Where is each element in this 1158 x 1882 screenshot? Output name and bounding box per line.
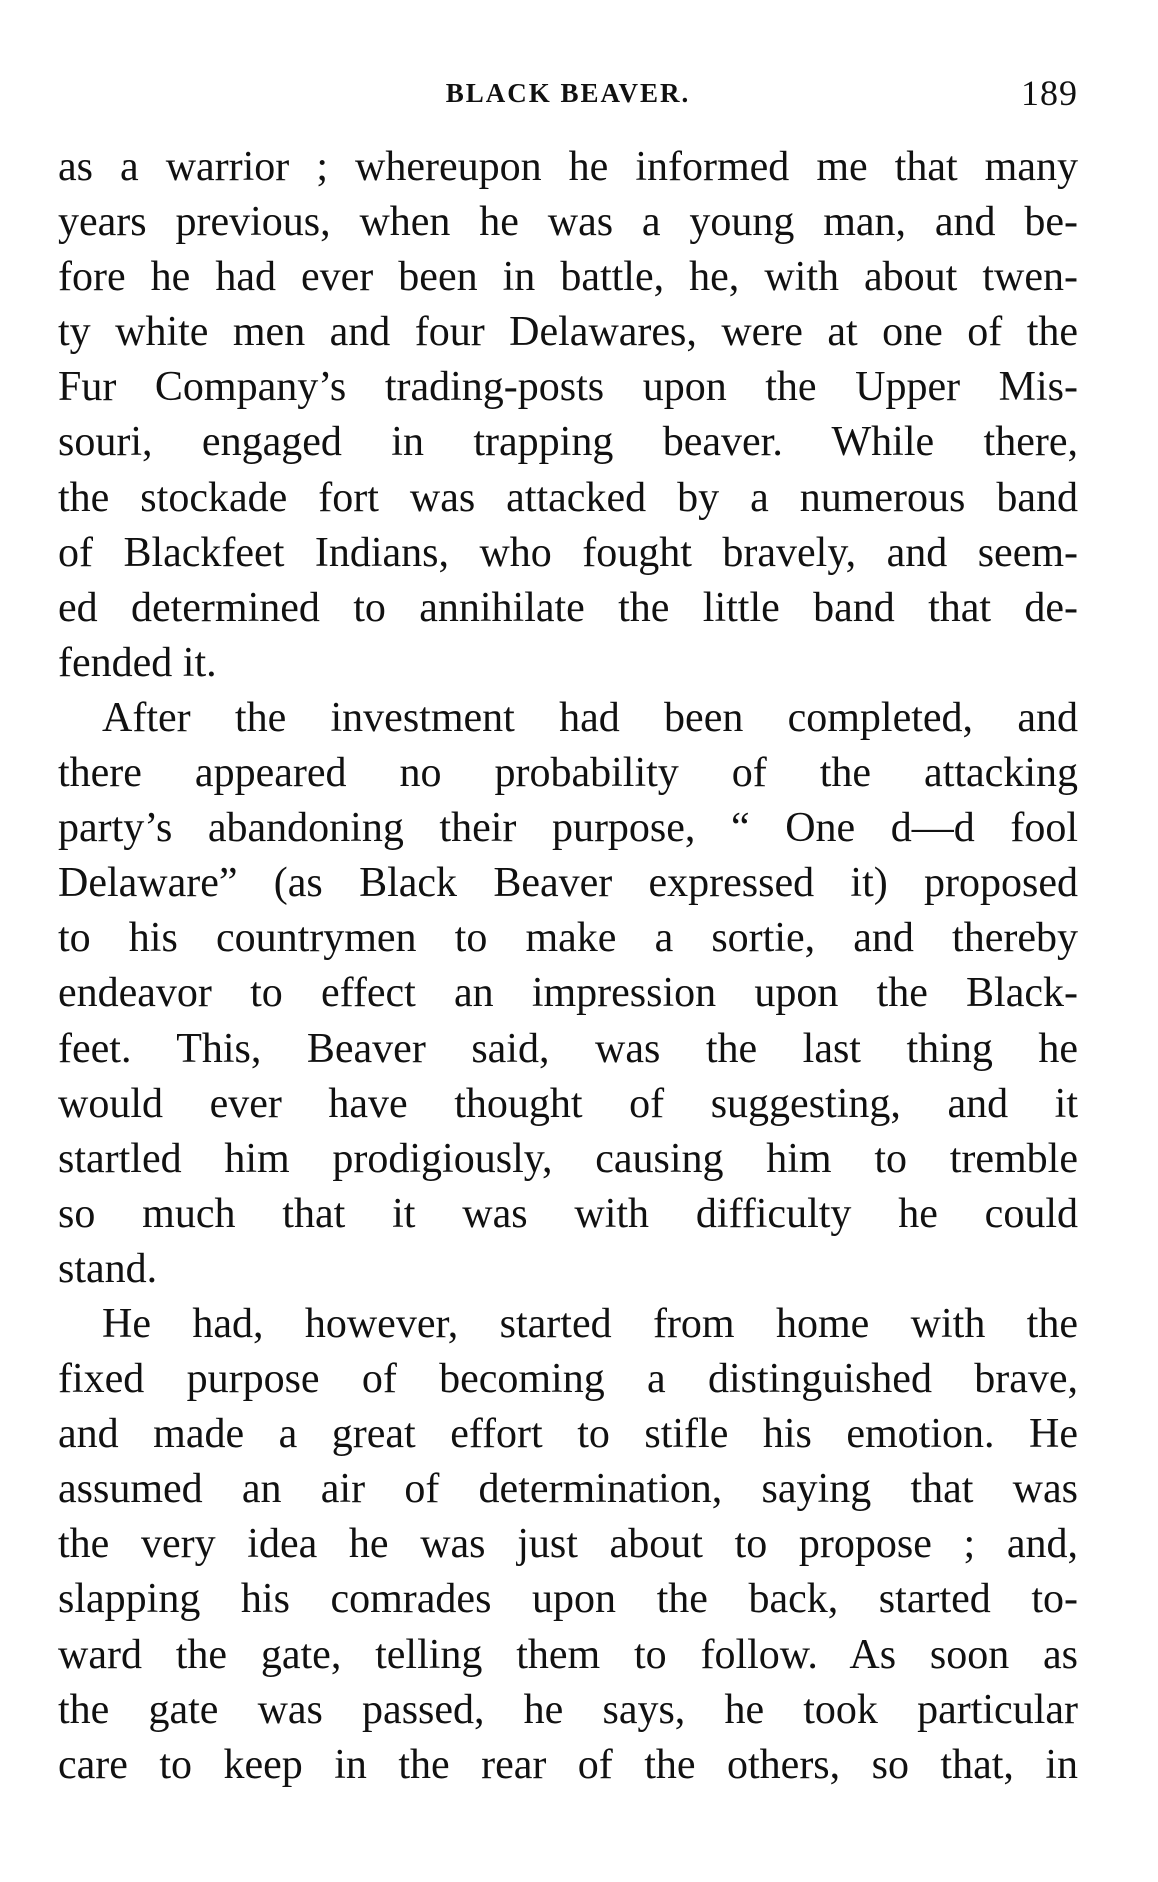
text-line: as a warrior ; whereupon he informed me that many	[58, 144, 1078, 190]
text-line: so much that it was with difficulty he could	[58, 1190, 1078, 1237]
text-line: party’s abandoning their purpose, “ One d—d fool	[58, 805, 1078, 852]
text-line: Fur Company’s trading-posts upon the Upper Mis-	[58, 364, 1078, 411]
page-number: 189	[1021, 73, 1078, 113]
text-line: care to keep in the rear of the others, so that, in	[58, 1741, 1078, 1788]
text-line: After the investment had been completed, and	[102, 694, 1078, 741]
running-title: BLACK BEAVER.	[445, 78, 691, 108]
text-line: of Blackfeet Indians, who fought bravely, and seem-	[58, 529, 1078, 576]
text-line: fixed purpose of becoming a distinguished brave,	[58, 1356, 1078, 1403]
text-line: slapping his comrades upon the back, started to-	[58, 1576, 1078, 1623]
text-line: assumed an air of determination, saying that was	[58, 1466, 1078, 1513]
text-line: the stockade fort was attacked by a numerous band	[58, 474, 1078, 521]
text-line: the gate was passed, he says, he took particular	[58, 1686, 1078, 1733]
body-text	[58, 140, 1078, 1793]
text-line: stand.	[58, 1245, 158, 1292]
text-line: ed determined to annihilate the little band that de-	[58, 584, 1078, 631]
text-line: endeavor to effect an impression upon the Black-	[58, 970, 1078, 1017]
text-line: Delaware” (as Black Beaver expressed it) proposed	[58, 860, 1078, 907]
running-head	[58, 72, 1078, 122]
text-line: ward the gate, telling them to follow. As soon as	[58, 1631, 1078, 1678]
text-line: souri, engaged in trapping beaver. While there,	[58, 419, 1078, 466]
text-line: the very idea he was just about to propose ; and,	[58, 1521, 1078, 1568]
text-line: and made a great effort to stifle his emotion. He	[58, 1411, 1078, 1458]
text-line: to his countrymen to make a sortie, and thereby	[58, 915, 1078, 962]
text-line: fended it.	[58, 639, 217, 686]
text-line: feet. This, Beaver said, was the last thing he	[58, 1025, 1078, 1072]
text-line: would ever have thought of suggesting, and it	[58, 1080, 1078, 1127]
text-line: ty white men and four Delawares, were at one of the	[58, 309, 1078, 356]
text-line: fore he had ever been in battle, he, with about twen-	[58, 254, 1078, 301]
text-line: startled him prodigiously, causing him to tremble	[58, 1135, 1078, 1182]
text-line: years previous, when he was a young man, and be-	[58, 199, 1078, 246]
text-line: He had, however, started from home with the	[102, 1300, 1078, 1347]
text-line: there appeared no probability of the attacking	[58, 750, 1078, 797]
